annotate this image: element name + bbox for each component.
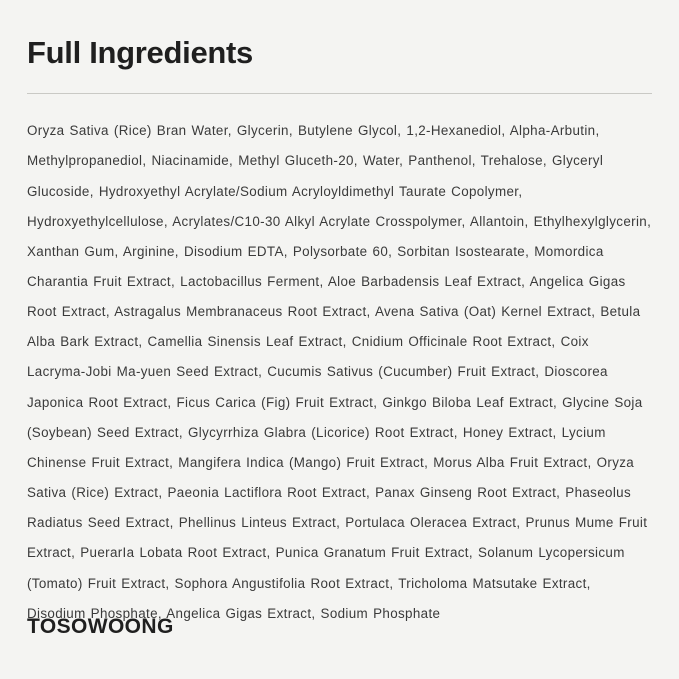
title-divider	[27, 93, 652, 94]
ingredients-list: Oryza Sativa (Rice) Bran Water, Glycerin, Butylene Glycol, 1,2-Hexanediol, Alpha-Arbutin, Methylpropanediol, Niacinamide, Methyl Gluceth-20, Water, Panthenol, Trehalose, Glyceryl Glucoside, Hydroxyethyl Acrylate/Sodium Acryloyldimethyl Taurate Copolymer, Hydroxyethylcellulose, Acrylates/C10-30 Alkyl Acrylate Crosspolymer, Allantoin, Ethylhexylglycerin, Xanthan Gum, Arginine, Disodium EDTA, Polysorbate 60, Sorbitan Isostearate, Momordica Charantia Fruit Extract, Lactobacillus Ferment, Aloe Barbadensis Leaf Extract, Angelica Gigas Root Extract, Astragalus Membranaceus Root Extract, Avena Sativa (Oat) Kernel Extract, Betula Alba Bark Extract, Camellia Sinensis Leaf Extract, Cnidium Officinale Root Extract, Coix Lacryma-Jobi Ma-yuen Seed Extract, Cucumis Sativus (Cucumber) Fruit Extract, Dioscorea Japonica Root Extract, Ficus Carica (Fig) Fruit Extract, Ginkgo Biloba Leaf Extract, Glycine Soja (Soybean) Seed Extract, Glycyrrhiza Glabra (Licorice) Root Extract, Honey Extract, Lycium Chinense Fruit Extract, Mangifera Indica (Mango) Fruit Extract, Morus Alba Fruit Extract, Oryza Sativa (Rice) Extract, Paeonia Lactiflora Root Extract, Panax Ginseng Root Extract, Phaseolus Radiatus Seed Extract, Phellinus Linteus Extract, Portulaca Oleracea Extract, Prunus Mume Fruit Extract, PuerarIa Lobata Root Extract, Punica Granatum Fruit Extract, Solanum Lycopersicum (Tomato) Fruit Extract, Sophora Angustifolia Root Extract, Tricholoma Matsutake Extract, Disodium Phosphate, Angelica Gigas Extract, Sodium Phosphate	[27, 123, 652, 621]
brand-wordmark: TOSOWOONG	[27, 615, 174, 638]
page-title: Full Ingredients	[27, 35, 253, 70]
